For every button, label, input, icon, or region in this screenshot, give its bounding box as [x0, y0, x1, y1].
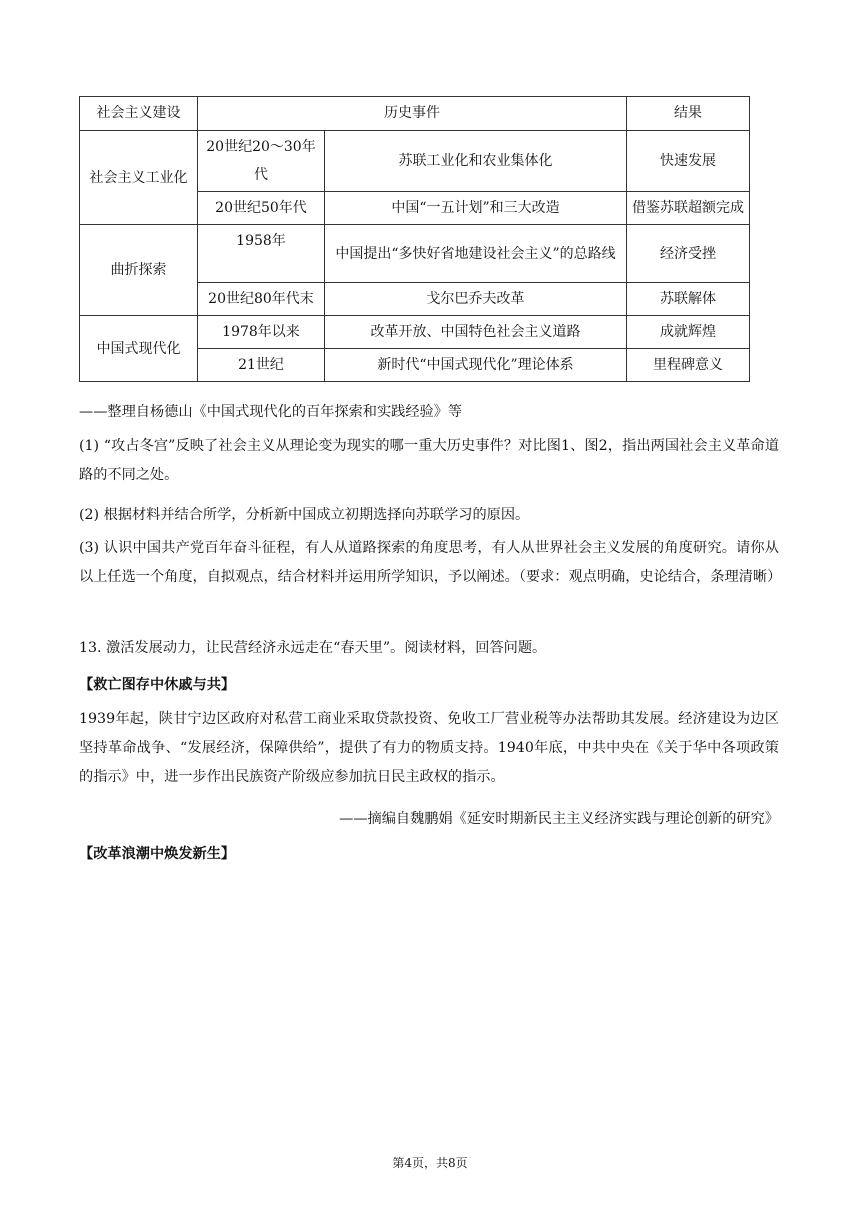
result-cell: 苏联解体 [627, 283, 750, 316]
time-cell: 1978年以来 [198, 316, 325, 349]
category-cell: 中国式现代化 [80, 316, 198, 382]
table-row [80, 131, 750, 192]
result-cell: 里程碑意义 [627, 349, 750, 382]
question-2: (2) 根据材料并结合所学，分析新中国成立初期选择向苏联学习的原因。 [79, 507, 530, 523]
table-row [80, 316, 750, 349]
time-cell: 20世纪20～30年代 [198, 131, 325, 192]
event-cell: 新时代“中国式现代化”理论体系 [325, 349, 627, 382]
header-result: 结果 [627, 97, 750, 131]
result-cell: 借鉴苏联超额完成 [627, 192, 750, 225]
table-header-row [80, 97, 750, 131]
material-source: ——摘编自魏鹏娟《延安时期新民主主义经济实践与理论创新的研究》 [339, 811, 779, 827]
question-1: (1) “攻占冬宫”反映了社会主义从理论变为现实的哪一重大历史事件？对比图1、图2，指出两国社会主义革命道路的不同之处。 [79, 438, 779, 483]
question-3: (3) 认识中国共产党百年奋斗征程，有人从道路探索的角度思考，有人从世界社会主义发展的角度研究。请你从以上任选一个角度，自拟观点，结合材料并运用所学知识，予以阐述。（要求：观点明确，史论结合，条理清晰） [79, 540, 782, 585]
event-cell: 中国“一五计划”和三大改造 [325, 192, 627, 225]
category-cell: 社会主义工业化 [80, 131, 198, 225]
time-cell: 20世纪50年代 [198, 192, 325, 225]
time-cell: 20世纪80年代末 [198, 283, 325, 316]
header-construction: 社会主义建设 [80, 97, 198, 131]
result-cell: 成就辉煌 [627, 316, 750, 349]
result-cell: 经济受挫 [627, 225, 750, 283]
page-footer: 第4页，共8页 [392, 1156, 468, 1170]
event-cell: 中国提出“多快好省地建设社会主义”的总路线 [325, 225, 627, 283]
question-13: 13. 激活发展动力，让民营经济永远走在“春天里”。阅读材料，回答问题。 [79, 640, 547, 656]
table-source: ——整理自杨德山《中国式现代化的百年探索和实践经验》等 [79, 404, 463, 420]
time-cell: 21世纪 [198, 349, 325, 382]
history-table [79, 96, 750, 382]
section-body-1: 1939年起，陕甘宁边区政府对私营工商业采取贷款投资、免收工厂营业税等办法帮助其发展。经济建设为边区坚持革命战争、“发展经济，保障供给”，提供了有力的物质支持。1940年底，中共中央在《关于华中各项政策的指示》中，进一步作出民族资产阶级应参加抗日民主政权的指示。 [79, 711, 779, 785]
result-cell: 快速发展 [627, 131, 750, 192]
category-cell: 曲折探索 [80, 225, 198, 316]
event-cell: 苏联工业化和农业集体化 [325, 131, 627, 192]
event-cell: 改革开放、中国特色社会主义道路 [325, 316, 627, 349]
event-cell: 戈尔巴乔夫改革 [325, 283, 627, 316]
header-event: 历史事件 [198, 97, 627, 131]
section-title-1: 【救亡图存中休戚与共】 [79, 677, 236, 693]
time-cell: 1958年 [198, 225, 325, 283]
table-row [80, 225, 750, 283]
section-title-2: 【改革浪潮中焕发新生】 [79, 846, 236, 862]
